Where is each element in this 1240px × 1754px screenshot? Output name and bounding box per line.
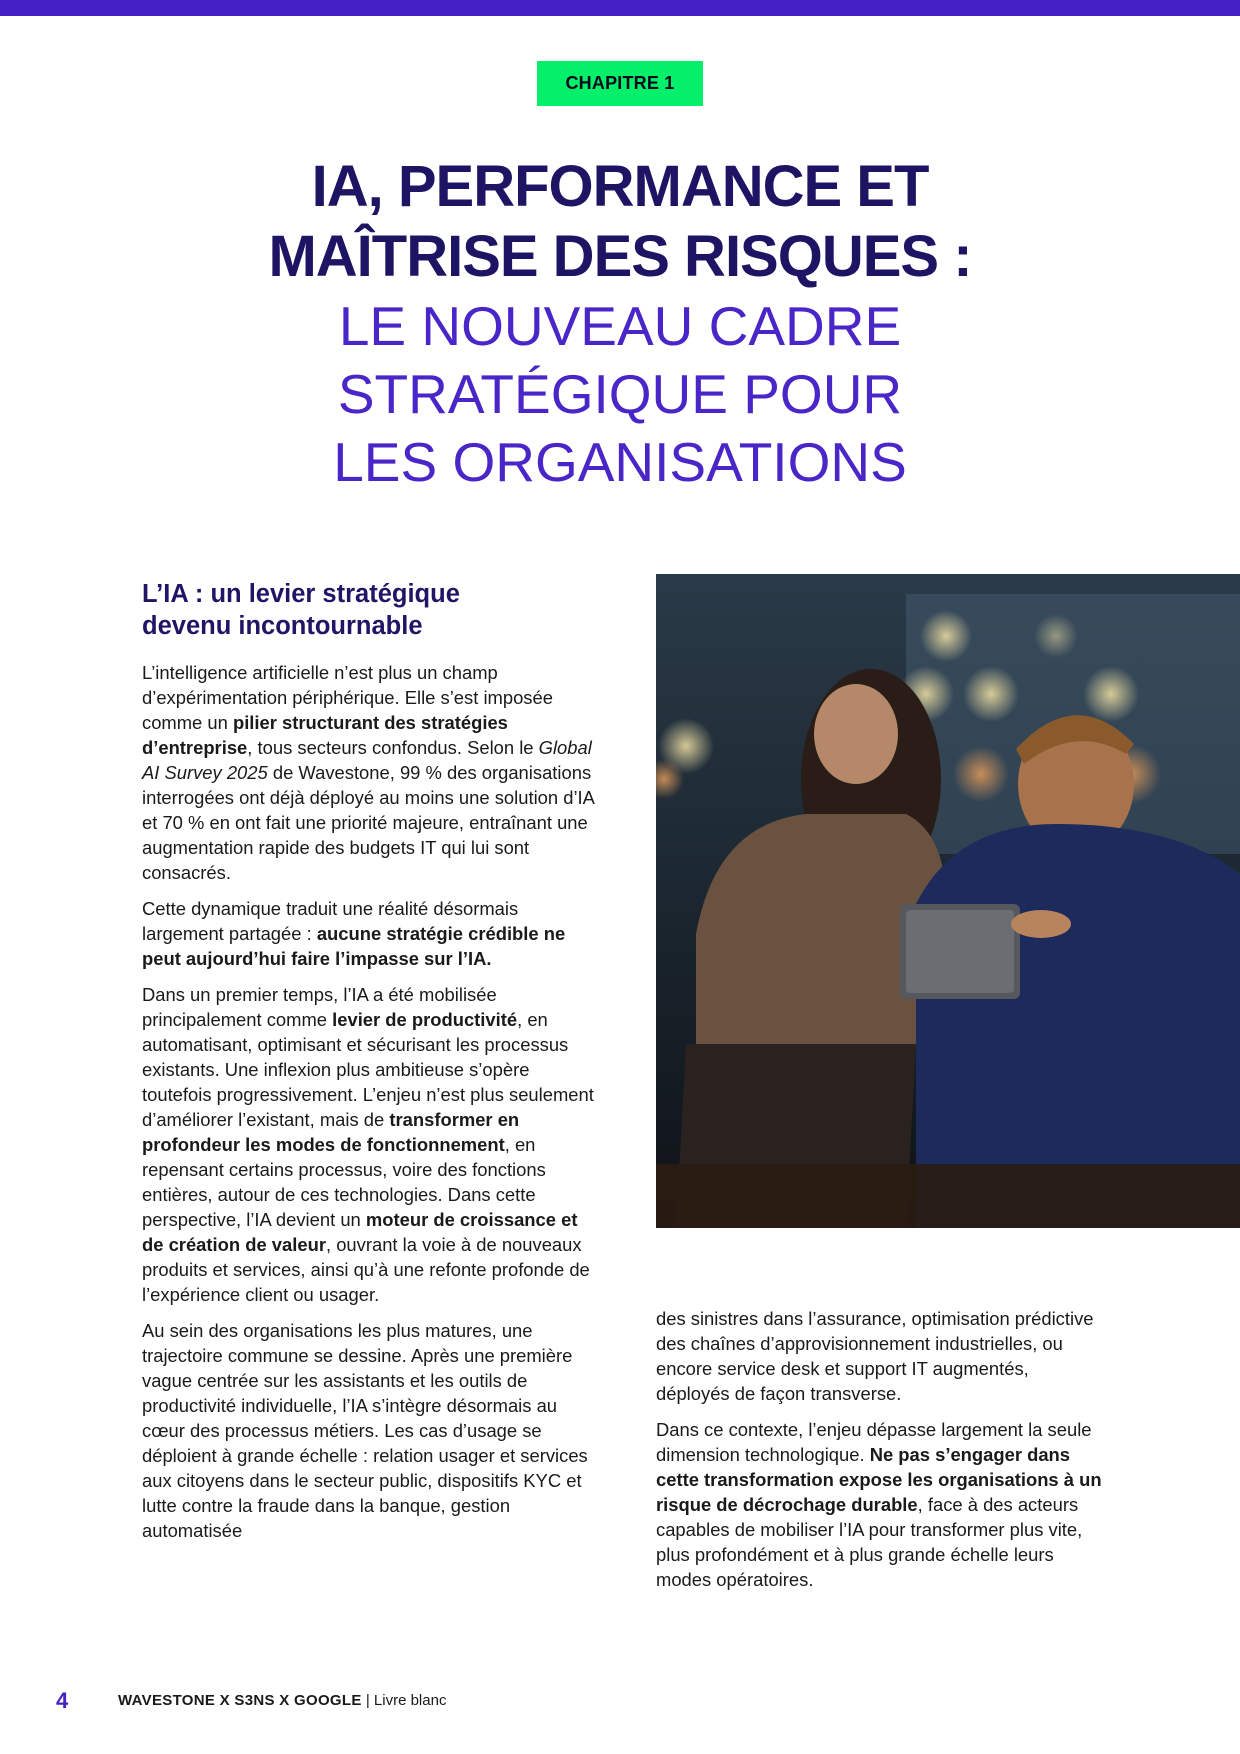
text: , en repensant certains processus, voire des fonctions entières, autour de ces technologies. Dans cette perspective, l’IA devient un (142, 1134, 546, 1230)
footer-separator: | (361, 1692, 374, 1709)
paragraph-5 (656, 1417, 1106, 1592)
page-number: 4 (56, 1688, 69, 1713)
text: , tous secteurs confondus. Selon le (247, 737, 539, 758)
footer-doc-type: Livre blanc (373, 1692, 447, 1709)
text: Dans un premier temps, l’IA a été mobilisée principalement comme (142, 984, 497, 1030)
text: de Wavestone, 99 % des organisations interrogées ont déjà déployé au moins une solution d’IA et 70 % en ont fait une priorité majeure, entraînant une augmentation rapide des budgets IT qui lui sont consacrés. (142, 762, 594, 883)
text: , en automatisant, optimisant et sécurisant les processus existants. Une inflexion plus ambitieuse s’opère toutefois progressivement. L’enjeu n’est plus seulement d’améliorer l’existant, mais de (142, 1009, 594, 1130)
paragraph-4-part-1 (142, 1318, 600, 1543)
footer-brand: WAVESTONE X S3NS X GOOGLE (118, 1692, 362, 1709)
title-line-2: MAÎTRISE DES RISQUES : (268, 224, 972, 289)
text: Cette dynamique traduit une réalité désormais largement partagée : (142, 898, 519, 944)
section-heading-line-1: L’IA : un levier stratégique (142, 580, 460, 608)
chapter-label: CHAPITRE 1 (565, 73, 675, 93)
text: , face à des acteurs capables de mobiliser l’IA pour transformer plus vite, plus profondément et à plus grande échelle leurs modes opératoires. (656, 1494, 1083, 1590)
photo-colleagues-tablet (656, 574, 1240, 1228)
paragraph-4-part-2 (656, 1306, 1106, 1406)
emphasis: moteur de croissance et de création de valeur (142, 1209, 578, 1255)
photo-illustration (656, 574, 1240, 1228)
emphasis: pilier structurant des stratégies d’entreprise (142, 712, 508, 758)
section-heading (142, 578, 600, 642)
text: Dans ce contexte, l’enjeu dépasse largement la seule dimension technologique. (656, 1419, 1092, 1465)
paragraph-1 (142, 660, 600, 885)
title-line-1: IA, PERFORMANCE ET (311, 154, 929, 219)
right-column (656, 1306, 1106, 1603)
page-title (0, 152, 1240, 496)
emphasis: aucune stratégie crédible ne peut aujourd’hui faire l’impasse sur l’IA. (142, 923, 566, 969)
text: L’intelligence artificielle n’est plus un champ d’expérimentation périphérique. Elle s’est imposée comme un (142, 662, 553, 733)
subtitle-line-1: LE NOUVEAU CADRE (338, 295, 902, 357)
text: des sinistres dans l’assurance, optimisation prédictive des chaînes d’approvisionnement industrielles, ou encore service desk et support IT augmentés, déployés de façon transverse. (656, 1308, 1094, 1404)
section-heading-line-2: devenu incontournable (142, 612, 423, 640)
chapter-badge (537, 61, 703, 106)
emphasis: Ne pas s’engager dans cette transformation expose les organisations à un risque de décrochage durable (656, 1444, 1102, 1515)
emphasis: levier de productivité (332, 1009, 518, 1030)
footer-label (118, 1692, 446, 1709)
paragraph-3 (142, 982, 600, 1307)
subtitle-line-3: LES ORGANISATIONS (333, 431, 907, 493)
survey-title: Global AI Survey 2025 (142, 737, 592, 783)
paragraph-2 (142, 896, 600, 971)
text: Au sein des organisations les plus matures, une trajectoire commune se dessine. Après une première vague centrée sur les assistants et les outils de productivité individuelle, l’IA s’intègre désormais au cœur des processus métiers. Les cas d’usage se déploient à grande échelle : relation usager et services aux citoyens dans le secteur public, dispositifs KYC et lutte contre la fraude dans la banque, gestion automatisée (142, 1320, 588, 1541)
text: , ouvrant la voie à de nouveaux produits et services, ainsi qu’à une refonte profonde de l’expérience client ou usager. (142, 1234, 590, 1305)
subtitle-line-2: STRATÉGIQUE POUR (337, 363, 903, 425)
top-color-bar (0, 0, 1240, 16)
emphasis: transformer en profondeur les modes de fonctionnement (142, 1109, 520, 1155)
left-column (142, 578, 600, 1554)
